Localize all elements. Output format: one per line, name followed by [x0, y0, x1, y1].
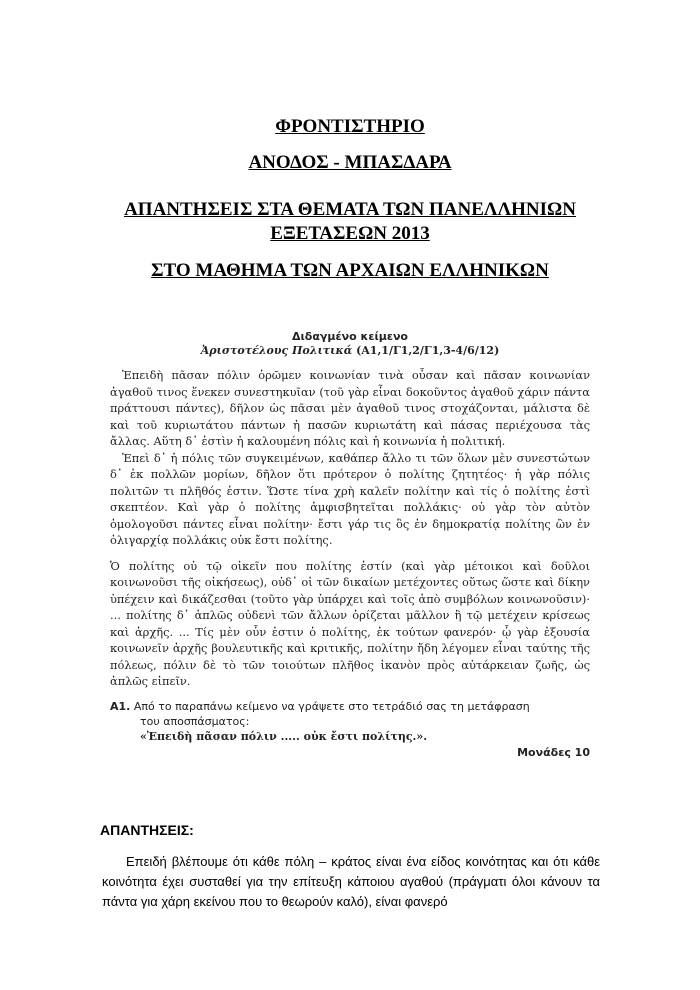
excerpt-subtitle: [100, 344, 600, 357]
school-subtitle-heading: ΑΝΟΔΟΣ - ΜΠΑΣΔΑΡΑ: [248, 152, 452, 173]
question-a1: [110, 699, 590, 744]
exam-excerpt: [100, 318, 600, 808]
answers-heading: [0, 198, 700, 246]
school-name-heading: ΦΡΟΝΤΙΣΤΗΡΙΟ: [275, 116, 425, 137]
answers-title: ΑΠΑΝΤΗΣΕΙΣ:: [100, 822, 194, 838]
excerpt-reference: (Α1,1/Γ1,2/Γ1,3-4/6/12): [356, 344, 500, 357]
greek-paragraph-3: Ὁ πολίτης οὐ τῷ οἰκεῖν που πολίτης ἐστίν (καὶ γὰρ μέτοικοι καὶ δοῦλοι κοινωνοῦσι τῆς οἰκήσεως), οὐδ᾽ οἱ τῶν δικαίων μετέχοντες οὕτως ὥστε καὶ δίκην ὑπέχειν καὶ δικάζεσθαι (τοῦτο γὰρ ὑπάρχει καὶ τοῖς ἀπὸ συμβόλων κοινωνοῦσιν)· ... πολίτης δ᾽ ἁπλῶς οὐδενὶ τῶν ἄλλων ὁρίζεται μᾶλλον ἢ τῷ μετέχειν κρίσεως καὶ ἀρχῆς. ... Τίς μὲν οὖν ἐστιν ὁ πολίτης, ἐκ τούτων φανερόν· ᾧ γὰρ ἐξουσία κοινωνεῖν ἀρχῆς βουλευτικῆς καὶ κριτικῆς, πολίτην ἤδη λέγομεν εἶναι ταύτης τῆς πόλεως, πόλιν δὲ τὸ τῶν τοιούτων πλῆθος ἱκανὸν πρὸς αὐτάρκειαν ζωῆς, ὡς ἁπλῶς εἰπεῖν.: [110, 558, 590, 688]
subject-heading: ΣΤΟ ΜΑΘΗΜΑ ΤΩΝ ΑΡΧΑΙΩΝ ΕΛΛΗΝΙΚΩΝ: [151, 260, 549, 281]
answers-heading-line1: ΑΠΑΝΤΗΣΕΙΣ ΣΤΑ ΘΕΜΑΤΑ ΤΩΝ ΠΑΝΕΛΛΗΝΙΩΝ: [124, 199, 576, 220]
answer-text: [102, 852, 600, 912]
answer-paragraph: Επειδή βλέπουμε ότι κάθε πόλη – κράτος είναι ένα είδος κοινότητας και ότι κάθε κοινότητα έχει συσταθεί για την επίτευξη κάποιου αγαθού (πράγματι όλοι κάνουν τα πάντα για χάρη εκείνου που το θεωρούν καλό), είναι φανερό: [102, 854, 600, 909]
greek-paragraph-2: Ἐπεὶ δ᾽ ἡ πόλις τῶν συγκειμένων, καθάπερ ἄλλο τι τῶν ὅλων μὲν συνεστώτων δ᾽ ἐκ πολλῶν μορίων, δῆλον ὅτι πρότερον ὁ πολίτης ζητητέος· ἡ γὰρ πόλις πολιτῶν τι πλῆθός ἐστιν. Ὥστε τίνα χρὴ καλεῖν πολίτην καὶ τίς ὁ πολίτης ἐστὶ σκεπτέον. Καὶ γὰρ ὁ πολίτης ἀμφισβητεῖται πολλάκις· οὐ γὰρ τὸν αὐτὸν ὁμολογοῦσι πάντες εἶναι πολίτην· ἔστι γάρ τις ὃς ἐν δημοκρατίᾳ πολίτης ὢν ἐν ὀλιγαρχίᾳ πολλάκις οὐκ ἔστι πολίτης.: [110, 450, 590, 547]
question-text: Από το παραπάνω κείμενο να γράψετε στο τετράδιό σας τη μετάφραση: [133, 699, 530, 713]
greek-paragraph-1: Ἐπειδὴ πᾶσαν πόλιν ὁρῶμεν κοινωνίαν τινὰ οὖσαν καὶ πᾶσαν κοινωνίαν ἀγαθοῦ τινος ἕνεκεν συνεστηκυῖαν (τοῦ γὰρ εἶναι δοκοῦντος ἀγαθοῦ χάριν πάντα πράττουσι πάντες), δῆλον ὡς πᾶσαι μὲν ἀγαθοῦ τινος στοχάζονται, μάλιστα δὲ καὶ τοῦ κυριωτάτου πάντων ἡ πασῶν κυριωτάτη καὶ πάσας περιέχουσα τὰς ἄλλας. Αὕτη δ᾽ ἐστὶν ἡ καλουμένη πόλις καὶ ἡ κοινωνία ἡ πολιτική.: [110, 368, 590, 448]
excerpt-title: Διδαγμένο κείμενο: [292, 330, 408, 343]
question-label: Α1.: [110, 699, 131, 713]
excerpt-author: Ἀριστοτέλους Πολιτικά: [200, 344, 353, 357]
marks-label: Μονάδες 10: [517, 745, 590, 759]
question-text-2: του αποσπάσματος:: [140, 714, 250, 728]
answers-heading-line2: ΕΞΕΤΑΣΕΩΝ 2013: [270, 223, 430, 244]
question-quote: «Ἐπειδὴ πᾶσαν πόλιν ..... οὐκ ἔστι πολίτης.».: [140, 729, 428, 743]
